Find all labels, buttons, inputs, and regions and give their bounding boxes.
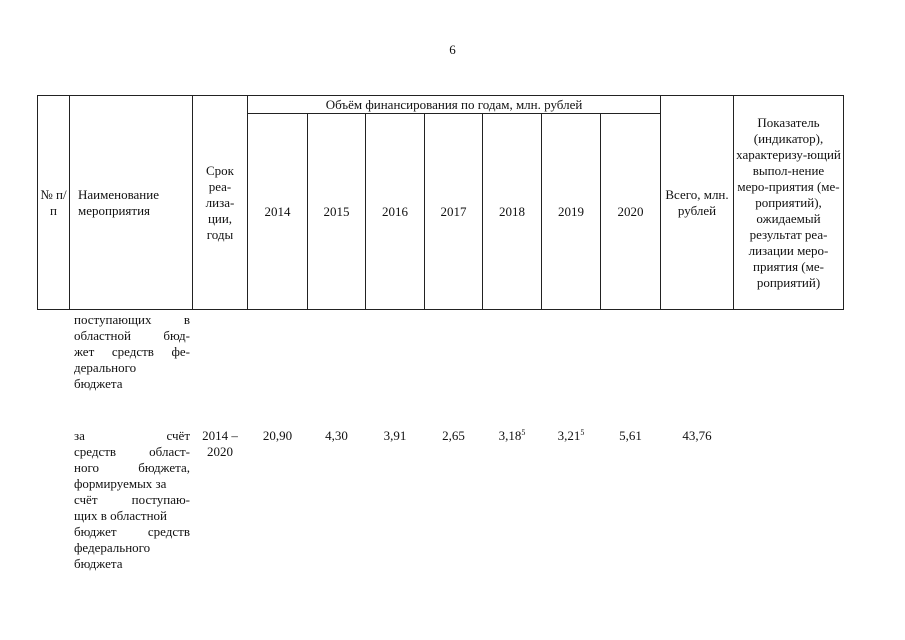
row-name-line: ного бюджета,: [74, 459, 190, 475]
header-year: 2015: [308, 114, 366, 310]
header-indicator: Показатель (индикатор), характеризу-ющий выпол-нение меро-приятия (ме-роприятий), ожидаемый результат реа-лизации меро-приятия (ме-роприятий): [734, 96, 844, 310]
header-year: 2014: [248, 114, 308, 310]
row-name-line: бюджет средств: [74, 523, 190, 539]
value-text: 3,18: [498, 427, 522, 443]
row-name-line: федерального: [74, 539, 151, 555]
continuation-line: поступающих в: [74, 312, 190, 327]
value-text: 3,91: [383, 427, 407, 443]
footnote-mark: 5: [580, 427, 585, 437]
header-funding-group: Объём финансирования по годам, млн. рублей: [248, 96, 661, 114]
continuation-text: [70, 310, 193, 422]
header-num: № п/п: [38, 96, 70, 310]
continuation-line: дерального: [74, 360, 137, 375]
value-cell: [425, 422, 483, 572]
value-text: 2,65: [442, 427, 465, 443]
header-year: 2019: [542, 114, 601, 310]
page-number: 6: [449, 42, 456, 57]
row-name-line: бюджета: [74, 555, 123, 571]
continuation-row: [38, 310, 844, 422]
row-name-line: за счёт: [74, 427, 190, 443]
row-term-line: 2020: [207, 443, 233, 459]
table-header: [38, 96, 844, 310]
row-name: [70, 422, 193, 572]
value-text: 3,21: [557, 427, 581, 443]
footnote-mark: 5: [521, 427, 526, 437]
budget-table: [37, 95, 844, 572]
value-cell: [248, 422, 308, 572]
header-total: Всего, млн. рублей: [661, 96, 734, 310]
row-name-line: счёт поступаю-: [74, 491, 190, 507]
table-body: [38, 310, 844, 572]
continuation-line: жет средств фе-: [74, 344, 190, 359]
value-cell: [542, 422, 601, 572]
indicator-cell: [734, 422, 844, 572]
header-year: 2018: [483, 114, 542, 310]
total-cell: 43,76: [682, 427, 712, 443]
value-cell: [601, 422, 661, 572]
row-name-line: щих в областной: [74, 507, 168, 523]
value-text: 5,61: [619, 427, 642, 443]
header-term: Срок реа-лиза-ции, годы: [193, 96, 248, 310]
row-term: [193, 422, 248, 572]
value-cell: [308, 422, 366, 572]
value-cell: [483, 422, 542, 572]
value-text: 20,90: [262, 427, 293, 443]
value-cell: [366, 422, 425, 572]
header-year: 2016: [366, 114, 425, 310]
header-year: 2017: [425, 114, 483, 310]
header-year: 2020: [601, 114, 661, 310]
value-text: 4,30: [325, 427, 348, 443]
table-row: [38, 422, 844, 572]
row-term-line: 2014 –: [202, 427, 238, 443]
continuation-line: областной бюд-: [74, 328, 190, 343]
continuation-line: бюджета: [74, 376, 123, 391]
header-name: Наименование мероприятия: [70, 96, 193, 310]
row-name-line: формируемых за: [74, 475, 167, 491]
row-name-line: средств област-: [74, 443, 190, 459]
